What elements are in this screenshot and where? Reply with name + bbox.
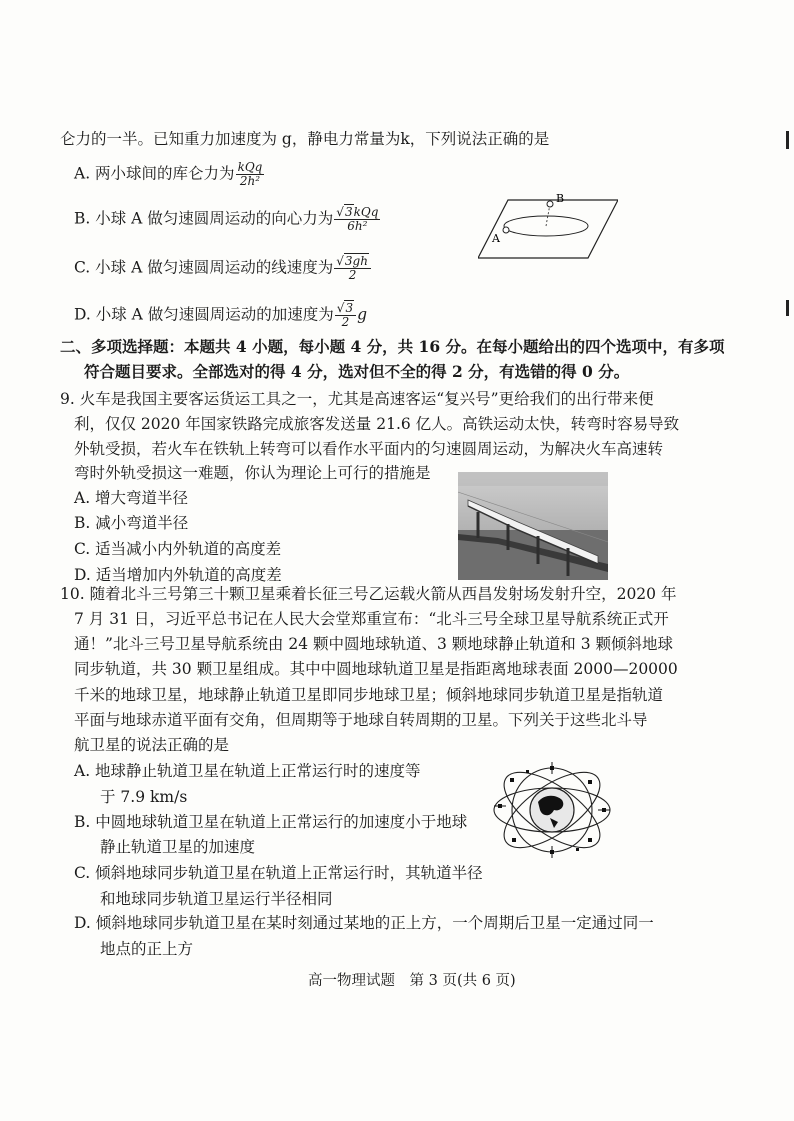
q10-option-b-line2: 静止轨道卫星的加速度 [100, 838, 256, 856]
q10-line6: 平面与地球赤道平面有交角，但周期等于地球自转周期的卫星。下列关于这些北斗导 [74, 711, 648, 729]
q10-option-a-line2: 于 7.9 km/s [100, 788, 188, 806]
q10-option-b-line1: B. 中圆地球轨道卫星在轨道上正常运行的加速度小于地球 [74, 813, 468, 831]
figure-label-b: B [556, 192, 565, 205]
q8-option-a: A. 两小球间的库仑力为 $\frac{\text{kQq}}{\text{2h²}}$ [74, 160, 263, 188]
q8-option-d: D. 小球 A 做匀速圆周运动的加速度为 $\frac{√3}{2}$ g [74, 301, 368, 329]
beidou-orbits-diagram [490, 758, 614, 862]
figure-label-a: A [492, 232, 500, 245]
q9-option-b: B. 减小弯道半径 [74, 514, 189, 532]
section2-line2: 符合题目要求。全部选对的得 4 分，选对但不全的得 2 分，有选错的得 0 分。 [84, 362, 630, 381]
q8-figure-diagram [478, 190, 618, 262]
q10-line5: 千米的地球卫星，地球静止轨道卫星即同步地球卫星；倾斜地球同步轨道卫星是指轨道 [74, 686, 664, 704]
section2-line1: 二、多项选择题：本题共 4 小题，每小题 4 分，共 16 分。在每小题给出的四个选项中，有多项 [60, 337, 725, 356]
q10-option-a-line1: A. 地球静止轨道卫星在轨道上正常运行时的速度等 [74, 762, 421, 780]
q8-option-b: B. 小球 A 做匀速圆周运动的向心力为 $\frac{\text{√3kQq}}{\text{6h²}}$ [74, 205, 379, 233]
page-footer: 高一物理试题 第 3 页(共 6 页) [308, 973, 516, 989]
q10-line1: 10. 随着北斗三号第三十颗卫星乘着长征三号乙运载火箭从西昌发射场发射升空，2020 年 [60, 585, 677, 603]
q10-line4: 同步轨道，共 30 颗卫星组成。其中中圆地球轨道卫星是指距离地球表面 2000—20000 [74, 660, 678, 678]
high-speed-train-photo [458, 472, 608, 580]
q10-option-c-line1: C. 倾斜地球同步轨道卫星在轨道上正常运行时，其轨道半径 [74, 864, 483, 882]
q9-line3: 外轨受损，若火车在铁轨上转弯可以看作水平面内的匀速圆周运动，为解决火车高速转 [74, 440, 664, 458]
q10-option-c-line2: 和地球同步轨道卫星运行半径相同 [100, 890, 333, 908]
q10-line2: 7 月 31 日，习近平总书记在人民大会堂郑重宣布：“北斗三号全球卫星导航系统正式开 [74, 610, 669, 628]
q9-line1: 9. 火车是我国主要客运货运工具之一，尤其是高速客运“复兴号”更给我们的出行带来便 [60, 390, 654, 408]
q9-line2: 利，仅仅 2020 年国家铁路完成旅客发送量 21.6 亿人。高铁运动太快，转弯时容易导致 [74, 415, 680, 433]
q9-option-d: D. 适当增加内外轨道的高度差 [74, 566, 282, 584]
scan-edge-mark [786, 131, 789, 149]
q9-option-c: C. 适当减小内外轨道的高度差 [74, 540, 282, 558]
q10-option-d-line1: D. 倾斜地球同步轨道卫星在某时刻通过某地的正上方，一个周期后卫星一定通过同一 [74, 914, 654, 932]
scan-edge-mark [786, 300, 789, 316]
q10-line7: 航卫星的说法正确的是 [74, 736, 230, 754]
q9-line4: 弯时外轨受损这一难题，你认为理论上可行的措施是 [74, 464, 431, 482]
q8-intro: 仑力的一半。已知重力加速度为 g，静电力常量为k，下列说法正确的是 [60, 130, 550, 148]
q10-line3: 通！”北斗三号卫星导航系统由 24 颗中圆地球轨道、3 颗地球静止轨道和 3 颗倾斜地球 [74, 635, 674, 653]
q8-option-c: C. 小球 A 做匀速圆周运动的线速度为 $\frac{√3gh}{2}$ [74, 255, 372, 282]
q9-option-a: A. 增大弯道半径 [74, 489, 189, 507]
q10-option-d-line2: 地点的正上方 [100, 940, 194, 958]
